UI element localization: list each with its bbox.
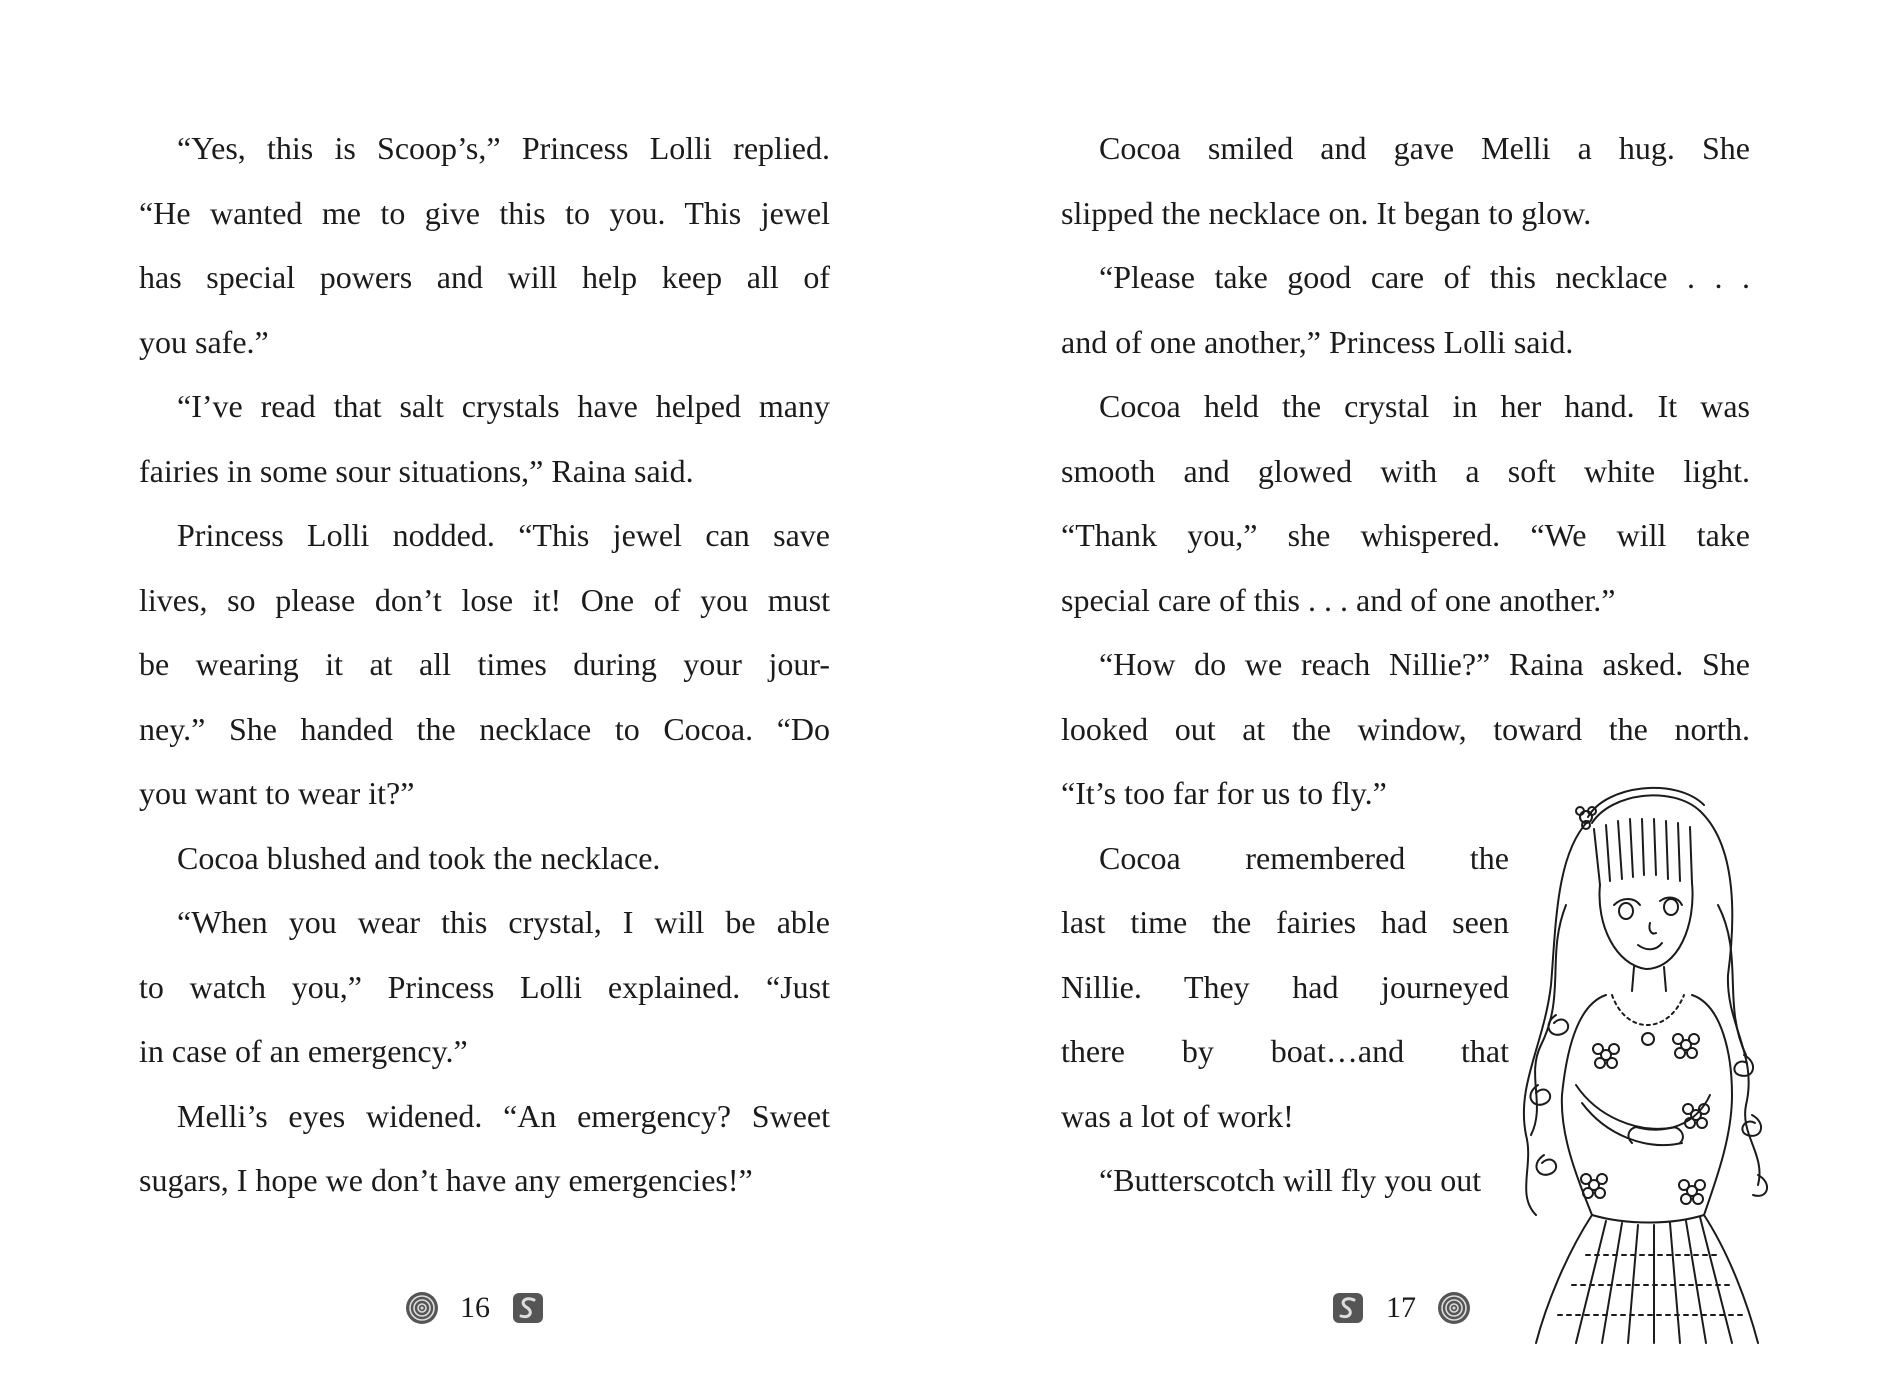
right-page <box>940 0 1881 1400</box>
text-line: to watch you,” Princess Lolli explained. “Just <box>139 968 830 1005</box>
text-line: Nillie. They had journeyed <box>1061 968 1509 1005</box>
text-line: you want to wear it?” <box>139 775 415 811</box>
text-line: slipped the necklace on. It began to glow. <box>1061 194 1592 231</box>
text-line: Cocoa smiled and gave Melli a hug. She <box>1099 130 1750 166</box>
text-line: Princess Lolli nodded. “This jewel can save <box>177 517 830 553</box>
text-line: ney.” She handed the necklace to Cocoa. “Do <box>139 710 830 747</box>
s-ornament-icon <box>510 1290 546 1326</box>
text-line: “How do we reach Nillie?” Raina asked. She <box>1099 646 1750 682</box>
text-line: and of one another,” Princess Lolli said. <box>1061 323 1574 360</box>
text-line: “Thank you,” she whispered. “We will take <box>1061 517 1750 553</box>
text-line: you safe.” <box>139 323 269 360</box>
text-line: was a lot of work! <box>1061 1097 1294 1134</box>
text-line: Cocoa blushed and took the necklace. <box>177 839 661 876</box>
text-line: last time the fairies had seen <box>1061 904 1509 940</box>
page-number: 16 <box>460 1291 490 1324</box>
girl-illustration-icon <box>1496 755 1786 1345</box>
text-line: “Please take good care of this necklace . . . <box>1099 259 1750 295</box>
text-line: has special powers and will help keep all of <box>139 259 830 295</box>
text-line: there by boat…and that <box>1061 1033 1509 1069</box>
text-line: “Yes, this is Scoop’s,” Princess Lolli replied. <box>177 130 830 166</box>
s-ornament-icon <box>1330 1290 1366 1326</box>
text-line: “Butterscotch will fly you out <box>1099 1162 1482 1198</box>
left-page <box>0 0 940 1400</box>
page-footer <box>404 1288 546 1328</box>
text-line: “When you wear this crystal, I will be able <box>177 904 830 940</box>
text-line: Cocoa remembered the <box>1099 839 1509 876</box>
text-line: fairies in some sour situations,” Raina said. <box>139 452 694 489</box>
text-line: in case of an emergency.” <box>139 1033 468 1069</box>
text-line: “It’s too far for us to fly.” <box>1061 775 1387 811</box>
text-line: looked out at the window, toward the north. <box>1061 710 1750 747</box>
text-line: “I’ve read that salt crystals have helped many <box>177 388 830 424</box>
swirl-ornament-icon <box>404 1290 440 1326</box>
text-line: Melli’s eyes widened. “An emergency? Sweet <box>177 1097 830 1134</box>
text-line: be wearing it at all times during your jour- <box>139 646 830 682</box>
text-line: Cocoa held the crystal in her hand. It was <box>1099 388 1750 424</box>
left-page-text <box>139 116 830 1213</box>
swirl-ornament-icon <box>1436 1290 1472 1326</box>
text-line: “He wanted me to give this to you. This jewel <box>139 194 830 231</box>
text-line: sugars, I hope we don’t have any emergencies!” <box>139 1162 753 1198</box>
text-line: lives, so please don’t lose it! One of you must <box>139 581 830 618</box>
text-line: smooth and glowed with a soft white light. <box>1061 452 1750 489</box>
page-footer <box>1330 1288 1472 1328</box>
page-number: 17 <box>1386 1291 1416 1324</box>
text-line: special care of this . . . and of one another.” <box>1061 581 1616 618</box>
